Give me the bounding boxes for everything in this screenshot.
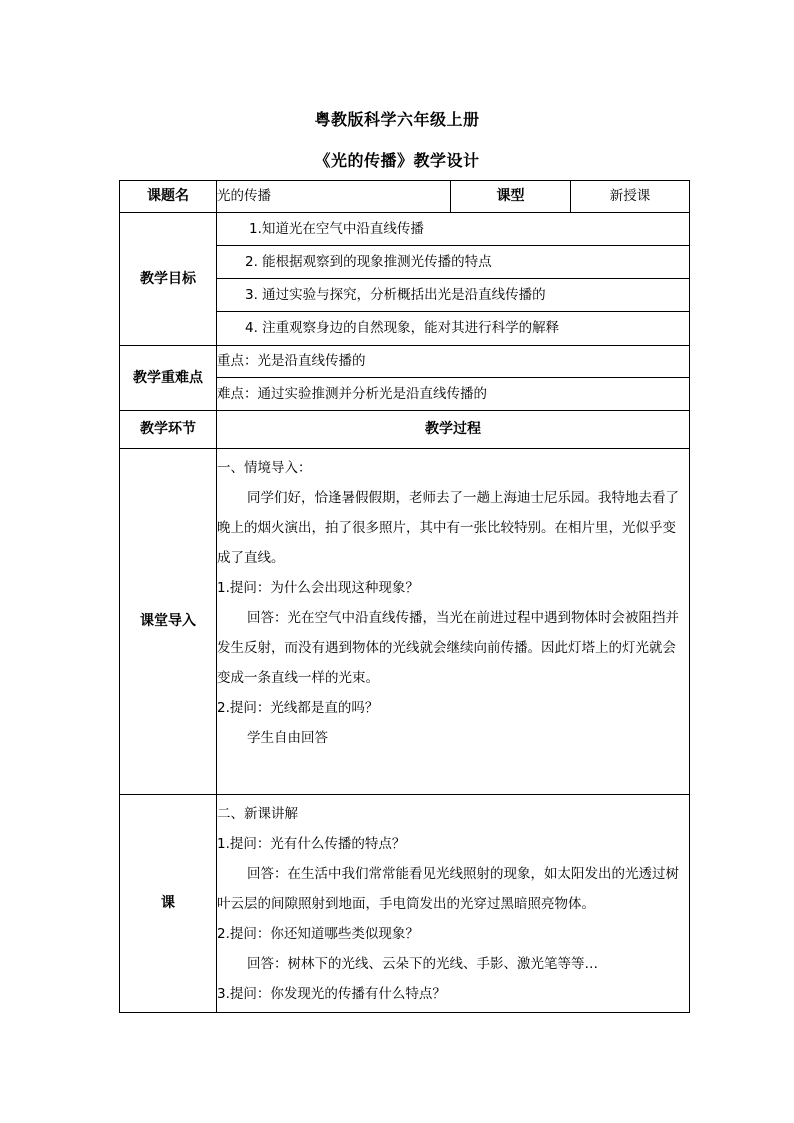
objectives-label: 教学目标 [120,213,217,346]
type-value: 新授课 [571,181,690,213]
document-subtitle: 《光的传播》教学设计 [314,151,480,170]
lesson-content [217,795,690,1013]
table-row [120,795,690,1013]
intro-answer-1: 回答：光在空气中沿直线传播，当光在前进过程中遇到物体时会被阻挡并发生反射，而没有遇到物体的光线就会继续向前传播。因此灯塔上的灯光就会变成一条直线一样的光束。 [217,610,679,686]
type-label: 课型 [451,181,571,213]
objective-item: 1.知道光在空气中沿直线传播 [217,213,690,246]
lesson-label: 课 [120,795,217,1013]
intro-label: 课堂导入 [120,449,217,795]
objective-item: 4. 注重观察身边的自然现象，能对其进行科学的解释 [217,312,690,346]
objective-item: 2. 能根据观察到的现象推测光传播的特点 [217,246,690,279]
document-title: 粤教版科学六年级上册 [314,110,480,129]
objective-item: 3. 通过实验与探究，分析概括出光是沿直线传播的 [217,279,690,312]
key-points-label: 教学重难点 [120,346,217,411]
table-row [120,213,690,246]
lesson-answer-1: 回答：在生活中我们常常能看见光线照射的现象，如太阳发出的光透过树叶云层的间隙照射到地面，手电筒发出的光穿过黑暗照亮物体。 [217,866,679,912]
intro-paragraph: 同学们好，恰逢暑假假期，老师去了一趟上海迪士尼乐园。我特地去看了晚上的烟火演出，拍了很多照片，其中有一张比较特别。在相片里，光似乎变成了直线。 [217,490,679,566]
table-row [120,181,690,213]
topic-label: 课题名 [120,181,217,213]
lesson-heading: 二、新课讲解 [217,806,298,822]
table-row [120,346,690,378]
intro-heading: 一、情境导入： [217,460,312,476]
intro-content [217,449,690,795]
lesson-answer-2: 回答：树林下的光线、云朵下的光线、手影、激光笔等等… [247,956,598,972]
lesson-question-2: 2.提问：你还知道哪些类似现象？ [217,926,419,942]
intro-question-2: 2.提问：光线都是直的吗？ [217,700,379,716]
lesson-plan-table [119,180,690,1013]
lesson-question-3: 3.提问：你发现光的传播有什么特点？ [217,986,446,1002]
difficult-point: 难点：通过实验推测并分析光是沿直线传播的 [217,378,690,411]
topic-value: 光的传播 [217,181,451,213]
table-row [120,449,690,795]
lesson-question-1: 1.提问：光有什么传播的特点？ [217,836,406,852]
table-row [120,411,690,449]
intro-question-1: 1.提问：为什么会出现这种现象？ [217,580,419,596]
intro-answer-2: 学生自由回答 [247,730,328,746]
process-header: 教学过程 [217,411,690,449]
stage-header: 教学环节 [120,411,217,449]
key-point: 重点：光是沿直线传播的 [217,346,690,378]
